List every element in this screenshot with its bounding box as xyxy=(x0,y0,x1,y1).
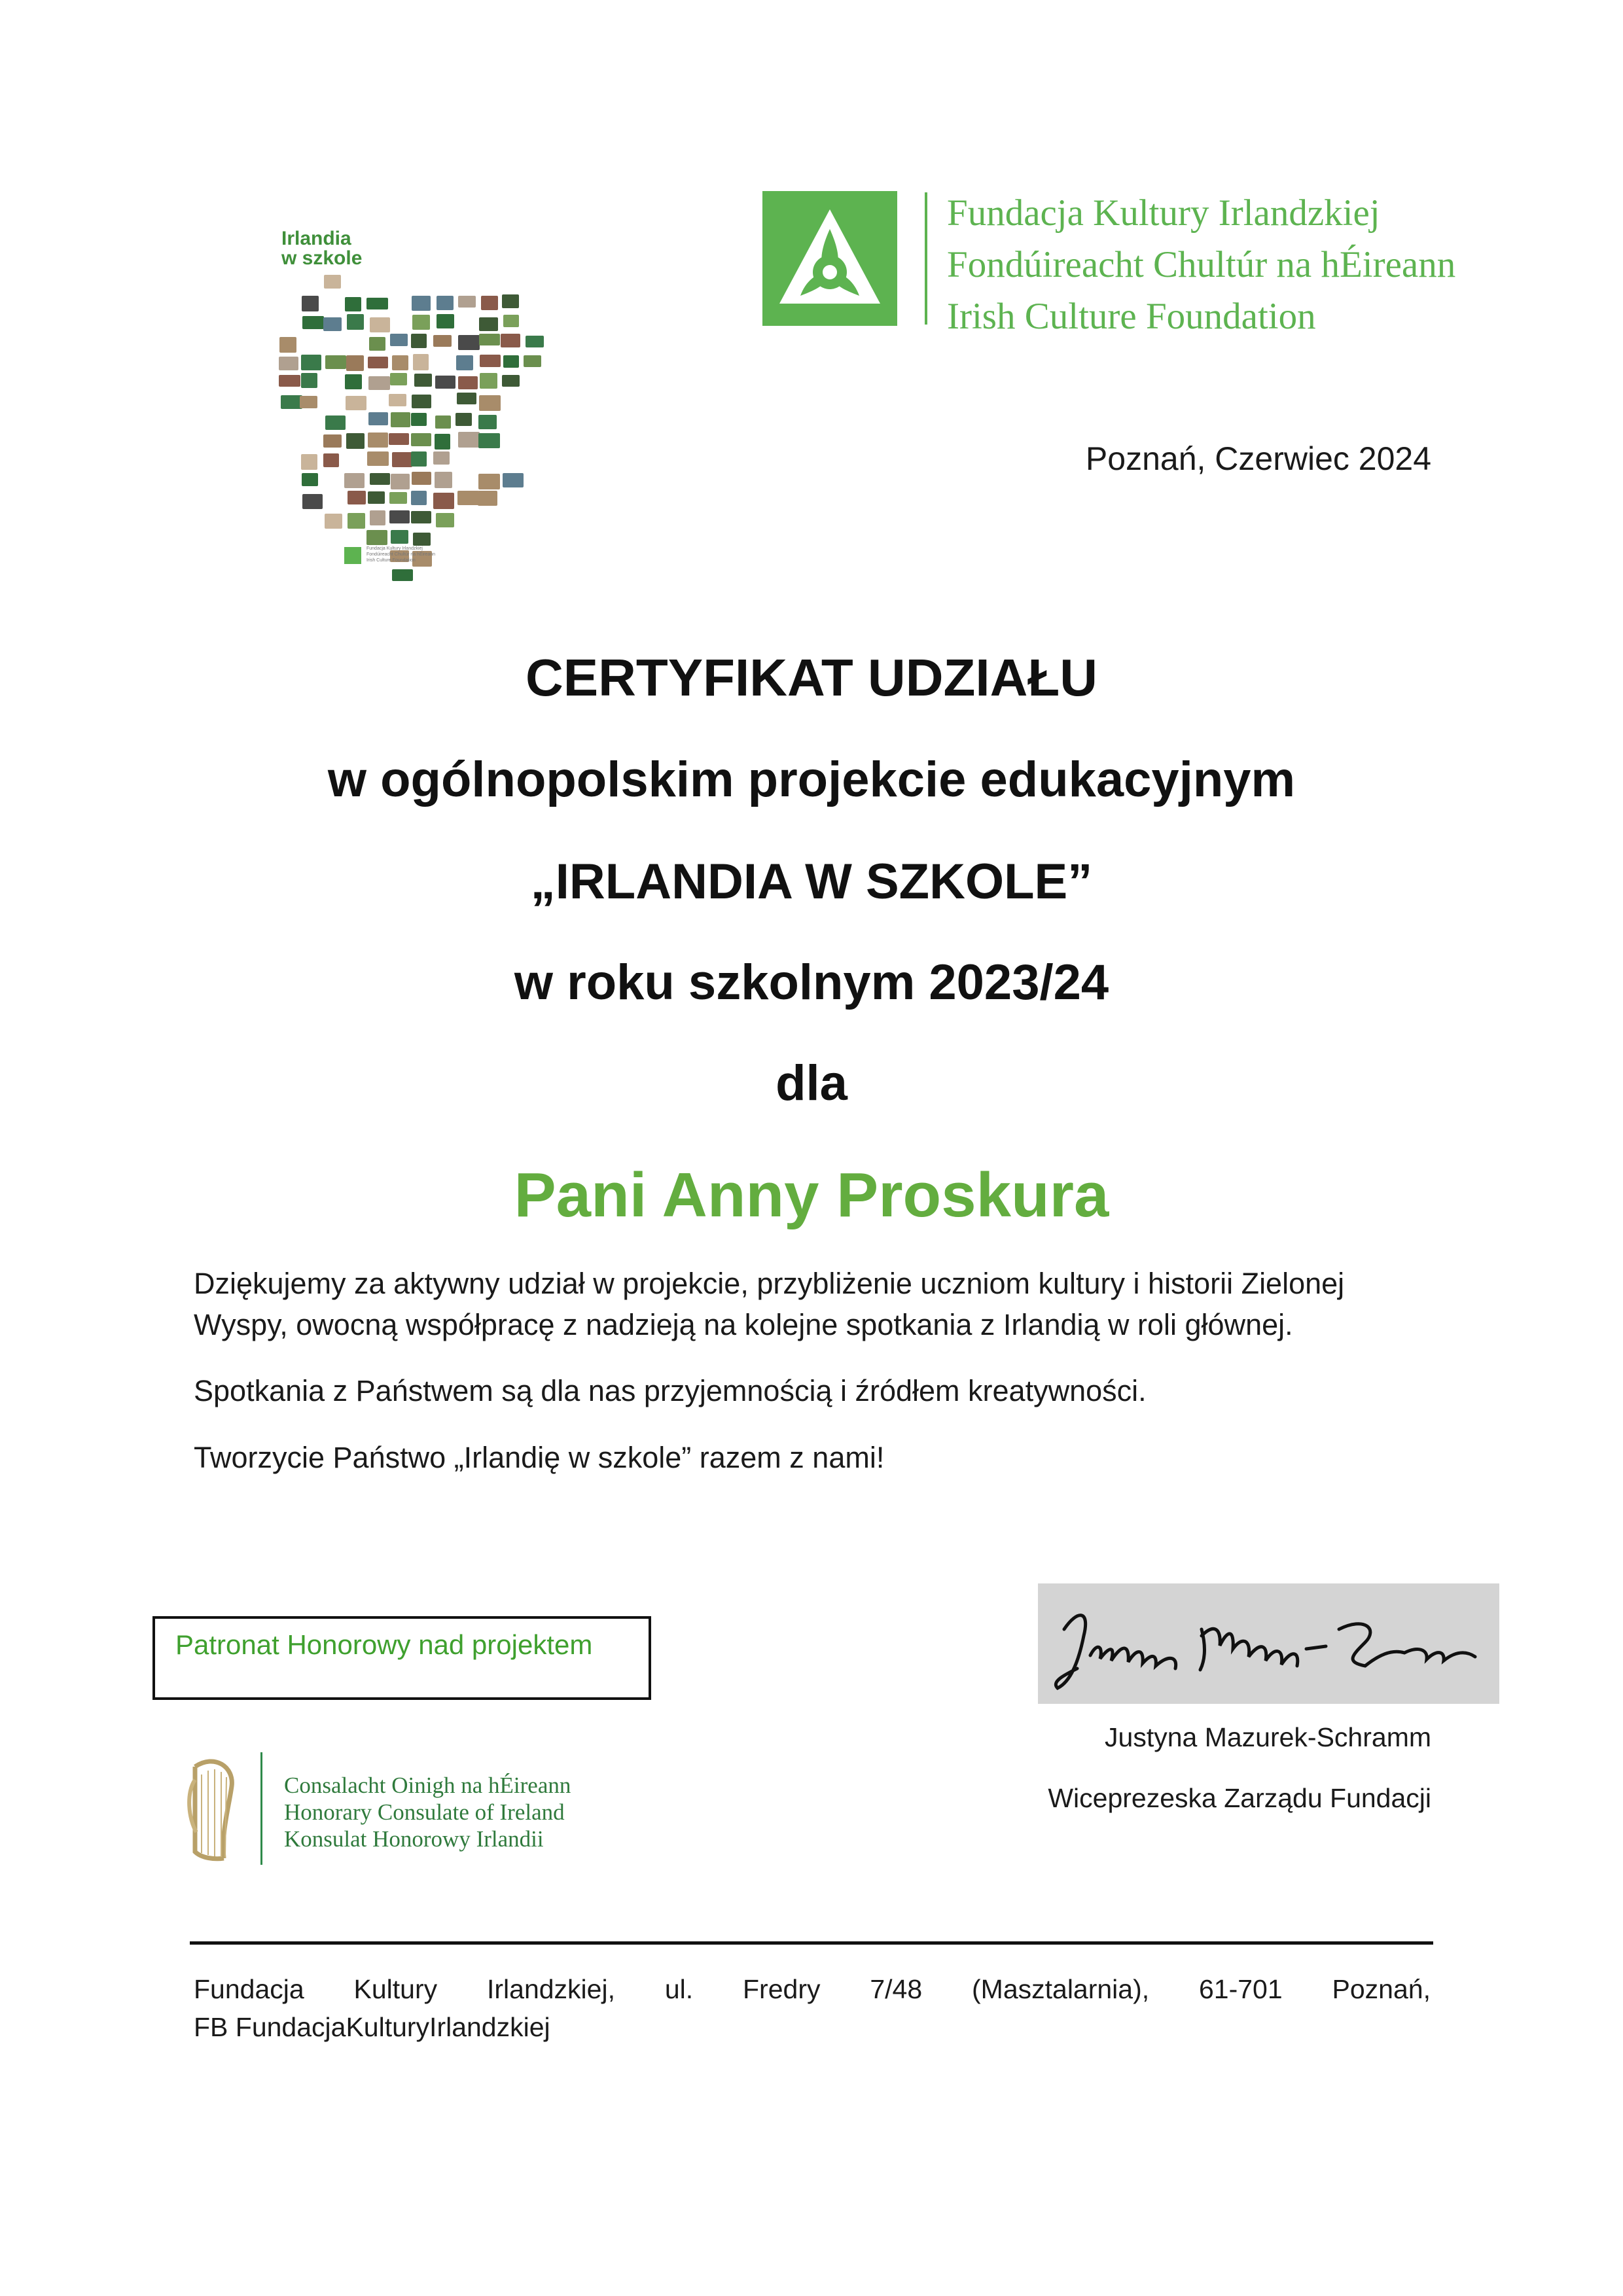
collage-photo-tile xyxy=(366,530,387,545)
collage-photo-tile xyxy=(457,491,479,505)
collage-photo-tile xyxy=(368,491,385,504)
collage-photo-tile xyxy=(323,317,342,331)
footer-address xyxy=(194,1969,1431,2009)
collage-photo-tile xyxy=(412,315,430,330)
collage-photo-tile xyxy=(279,337,296,353)
logo-divider xyxy=(925,192,927,325)
consulate-name-polish: Konsulat Honorowy Irlandii xyxy=(284,1826,544,1852)
collage-photo-tile xyxy=(346,396,366,410)
foundation-name-irish: Fondúireacht Chultúr na hÉireann xyxy=(947,244,1456,285)
footer-facebook: FB FundacjaKulturyIrlandzkiej xyxy=(194,2012,550,2042)
collage-photo-tile xyxy=(524,355,541,367)
collage-photo-tile xyxy=(413,533,431,546)
collage-photo-tile xyxy=(481,296,498,310)
collage-photo-tile xyxy=(503,315,519,327)
footer-word: 7/48 xyxy=(870,1974,923,2004)
collage-photo-tile xyxy=(348,513,365,529)
collage-title-line1: Irlandia xyxy=(281,228,351,249)
collage-photo-tile xyxy=(348,491,366,504)
collage-photo-tile xyxy=(301,355,321,370)
collage-photo-tile xyxy=(435,376,455,389)
consulate-name-irish: Consalacht Oinigh na hÉireann xyxy=(284,1773,571,1798)
collage-photo-tile xyxy=(301,454,317,470)
collage-photo-tile xyxy=(412,395,431,408)
collage-photo-tile xyxy=(370,510,385,525)
harp-icon xyxy=(182,1754,241,1865)
mini-foundation-logo-text: Fundacja Kultury Irlandzkiej Fondúireacht Chultúr na hÉireann Irish Culture Foundation xyxy=(366,546,436,563)
collage-photo-tile xyxy=(324,275,341,289)
collage-photo-tile xyxy=(412,296,431,311)
footer-word: 61-701 xyxy=(1199,1974,1283,2004)
footer-word: Irlandzkiej, xyxy=(487,1974,615,2004)
collage-photo-tile xyxy=(411,334,427,348)
collage-photo-tile xyxy=(325,514,342,529)
collage-photo-tile xyxy=(411,491,427,505)
collage-photo-tile xyxy=(301,373,317,388)
collage-photo-tile xyxy=(455,413,472,426)
certificate-line-for: dla xyxy=(776,1055,847,1111)
collage-photo-tile xyxy=(302,473,318,486)
collage-photo-tile xyxy=(436,513,454,527)
collage-photo-tile xyxy=(502,294,519,308)
recipient-name: Pani Anny Proskura xyxy=(514,1160,1109,1230)
collage-photo-tile xyxy=(302,296,319,311)
collage-photo-tile xyxy=(323,434,342,448)
collage-photo-tile xyxy=(411,433,431,446)
foundation-name xyxy=(947,187,1455,342)
collage-photo-tile xyxy=(480,373,497,389)
collage-photo-tile xyxy=(435,434,450,450)
handwritten-signature xyxy=(1038,1583,1499,1704)
collage-photo-tile xyxy=(437,314,454,328)
footer-word: Poznań, xyxy=(1332,1974,1431,2004)
collage-photo-tile xyxy=(389,510,410,523)
footer-word: Kultury xyxy=(353,1974,438,2004)
certificate-line-school-year: w roku szkolnym 2023/24 xyxy=(514,955,1109,1010)
collage-photo-tile xyxy=(370,473,390,485)
irlandia-w-szkole-collage-logo xyxy=(242,216,569,569)
collage-photo-tile xyxy=(526,336,544,347)
collage-photo-tile xyxy=(503,355,519,368)
collage-photo-tile xyxy=(345,297,361,311)
collage-photo-tile xyxy=(368,376,390,390)
collage-photo-tile xyxy=(502,375,520,387)
collage-photo-tile xyxy=(279,375,300,387)
collage-photo-tile xyxy=(435,415,451,429)
collage-photo-tile xyxy=(346,433,365,449)
signer-name: Justyna Mazurek-Schramm xyxy=(1105,1722,1431,1752)
collage-photo-tile xyxy=(456,355,473,370)
collage-photo-tile xyxy=(478,433,500,448)
consulate-name-english: Honorary Consulate of Ireland xyxy=(284,1799,565,1825)
collage-photo-tile xyxy=(478,491,497,506)
collage-photo-tile xyxy=(458,432,480,448)
collage-photo-tile xyxy=(369,337,385,351)
collage-photo-tile xyxy=(389,394,406,406)
collage-photo-tile xyxy=(370,317,390,332)
collage-photo-tile xyxy=(457,393,476,404)
footer-word: Fredry xyxy=(743,1974,821,2004)
collage-photo-tile xyxy=(368,357,388,368)
triquetra-logo-icon xyxy=(762,191,897,326)
collage-title xyxy=(281,229,362,268)
collage-photo-tile xyxy=(503,473,524,487)
collage-photo-tile xyxy=(392,569,413,581)
collage-photo-tile xyxy=(366,298,388,309)
collage-photo-tile xyxy=(433,335,452,347)
collage-photo-tile xyxy=(390,334,408,346)
collage-photo-tile xyxy=(479,317,498,331)
collage-photo-tile xyxy=(325,355,346,369)
collage-photo-tile xyxy=(345,374,362,389)
issue-date: Poznań, Czerwiec 2024 xyxy=(1085,440,1431,477)
collage-photo-tile xyxy=(478,474,500,489)
footer-word: (Masztalarnia), xyxy=(972,1974,1150,2004)
collage-photo-tile xyxy=(389,492,407,504)
collage-photo-tile xyxy=(391,474,410,489)
mini-foundation-logo-icon xyxy=(344,547,361,564)
footer-divider xyxy=(190,1941,1433,1945)
foundation-name-english: Irish Culture Foundation xyxy=(947,296,1316,337)
patronage-label: Patronat Honorowy nad projektem xyxy=(175,1629,593,1660)
collage-photo-tile xyxy=(479,334,500,345)
collage-photo-tile xyxy=(346,355,364,371)
collage-photo-tile xyxy=(279,357,298,370)
collage-photo-tile xyxy=(458,296,476,308)
honorary-consulate-logo xyxy=(182,1747,640,1871)
collage-photo-tile xyxy=(302,494,323,509)
collage-photo-tile xyxy=(479,395,501,411)
footer-word: Fundacja xyxy=(194,1974,304,2004)
collage-photo-tile xyxy=(325,415,346,430)
collage-photo-tile xyxy=(368,433,388,448)
footer-word: ul. xyxy=(664,1974,694,2004)
collage-photo-tile xyxy=(414,374,432,387)
collage-photo-tile xyxy=(411,451,427,467)
collage-photo-tile xyxy=(478,415,497,429)
collage-title-line2: w szkole xyxy=(281,247,363,269)
collage-photo-tile xyxy=(302,316,324,329)
signer-role: Wiceprezeska Zarządu Fundacji xyxy=(1048,1783,1431,1813)
collage-photo-tile xyxy=(458,376,478,389)
collage-photo-tile xyxy=(344,473,365,488)
foundation-name-polish: Fundacja Kultury Irlandzkiej xyxy=(947,192,1380,234)
certificate-line-project-name: „IRLANDIA W SZKOLE” xyxy=(530,854,1093,910)
collage-photo-tile xyxy=(391,412,410,427)
certificate-line-project: w ogólnopolskim projekcie edukacyjnym xyxy=(327,752,1296,807)
collage-photo-tile xyxy=(411,413,427,426)
collage-photo-tile xyxy=(391,530,408,544)
meetings-paragraph: Spotkania z Państwem są dla nas przyjemnością i źródłem kreatywności. xyxy=(194,1374,1147,1407)
collage-photo-tile xyxy=(480,355,501,367)
consulate-name xyxy=(284,1772,571,1852)
collage-photo-tile xyxy=(323,453,339,467)
collage-photo-tile xyxy=(347,314,364,330)
foundation-logo xyxy=(762,191,1567,337)
collage-photo-tile xyxy=(413,354,429,370)
collage-photo-tile xyxy=(300,396,317,408)
collage-photo-tile xyxy=(458,335,480,350)
collage-photo-tile xyxy=(433,451,450,465)
collage-photo-tile xyxy=(433,493,454,509)
collage-photo-tile xyxy=(412,472,431,485)
collage-photo-tile xyxy=(389,433,409,445)
collage-photo-tile xyxy=(435,472,452,488)
certificate-title: CERTYFIKAT UDZIAŁU xyxy=(526,648,1097,707)
collage-photo-tile xyxy=(390,373,407,385)
collage-photo-tile xyxy=(437,296,454,310)
thanks-paragraph: Dziękujemy za aktywny udział w projekcie, przybliżenie uczniom kultury i historii Zielonej Wyspy, owocną współpracę z nadzieją na kolejne spotkania z Irlandią w roli głównej. xyxy=(194,1267,1345,1341)
collage-photo-tile xyxy=(411,511,431,523)
collage-photo-tile xyxy=(367,451,389,466)
together-paragraph: Tworzycie Państwo „Irlandię w szkole” razem z nami! xyxy=(194,1441,885,1474)
collage-photo-tile xyxy=(501,334,520,347)
collage-photo-tile xyxy=(392,452,412,467)
collage-photo-tile xyxy=(368,412,388,425)
consulate-logo-divider xyxy=(260,1752,262,1865)
collage-photo-tile xyxy=(392,355,408,370)
